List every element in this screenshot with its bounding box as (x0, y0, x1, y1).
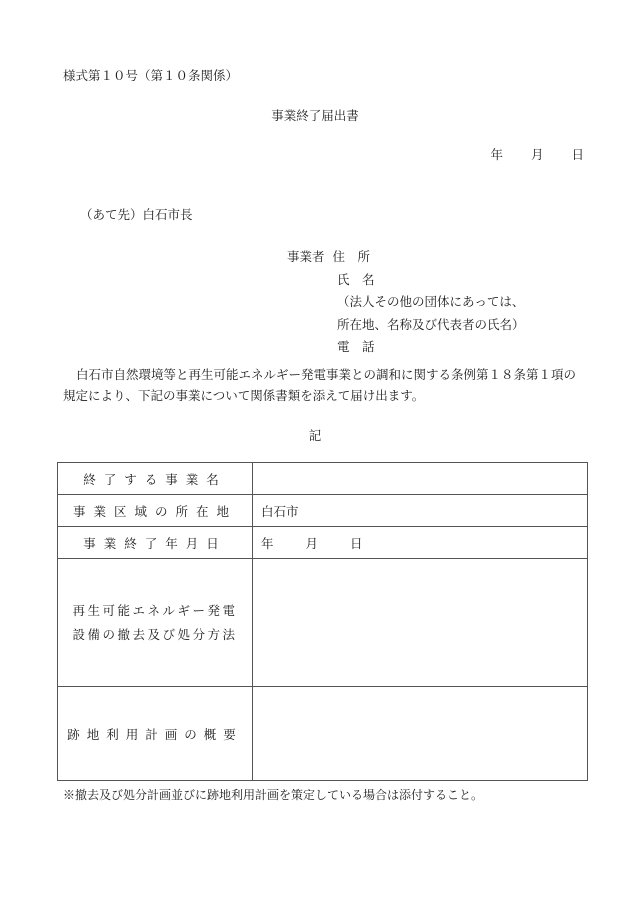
table-row (58, 495, 588, 527)
end-date-month: 月 (305, 535, 319, 551)
ki-heading: 記 (308, 428, 322, 443)
submission-date (490, 145, 584, 163)
corp-note-2: 所在地、名称及び代表者の氏名） (337, 316, 525, 332)
location-label: 事業区域の所在地 (58, 495, 253, 527)
applicant-block (287, 246, 525, 359)
table-row (58, 559, 588, 687)
land-use-field[interactable] (253, 687, 588, 781)
table-row (58, 687, 588, 781)
table-row (58, 527, 588, 559)
addressee: （あて先）白石市長 (80, 207, 193, 222)
document-title: 事業終了届出書 (271, 108, 359, 123)
footnote: ※撤去及び処分計画並びに跡地利用計画を策定している場合は添付すること。 (63, 788, 484, 802)
location-field[interactable]: 白石市 (253, 495, 588, 527)
project-name-field[interactable] (253, 463, 588, 495)
removal-label-line-2: 設備の撤去及び処分方法 (72, 626, 238, 642)
project-name-label: 終了する事業名 (58, 463, 253, 495)
form-number: 様式第１０号（第１０条関係） (63, 68, 239, 83)
end-date-year: 年 (261, 535, 274, 551)
corp-note-1: （法人その他の団体にあっては、 (337, 294, 525, 309)
date-month: 月 (530, 147, 544, 162)
applicant-address-row (287, 246, 525, 269)
end-date-field[interactable] (253, 527, 588, 559)
removal-method-field[interactable] (253, 559, 588, 687)
name-label: 氏 名 (337, 271, 375, 287)
removal-method-label (58, 559, 253, 687)
applicant-label: 事業者 (287, 249, 325, 264)
date-year: 年 (490, 147, 503, 162)
land-use-label: 跡地利用計画の概要 (58, 687, 253, 781)
removal-label-line-1: 再生可能エネルギー発電 (72, 602, 238, 618)
body-text (63, 364, 588, 406)
end-date-label: 事業終了年月日 (58, 527, 253, 559)
details-table (57, 462, 588, 781)
address-label: 住 所 (332, 249, 370, 264)
end-date-day: 日 (350, 535, 363, 551)
body-paragraph: 白石市自然環境等と再生可能エネルギー発電事業との調和に関する条例第１８条第１項の規定により、下記の事業について関係書類を添えて届け出ます。 (63, 367, 577, 403)
table-row (58, 463, 588, 495)
date-day: 日 (571, 147, 584, 162)
phone-label: 電 話 (337, 339, 375, 354)
